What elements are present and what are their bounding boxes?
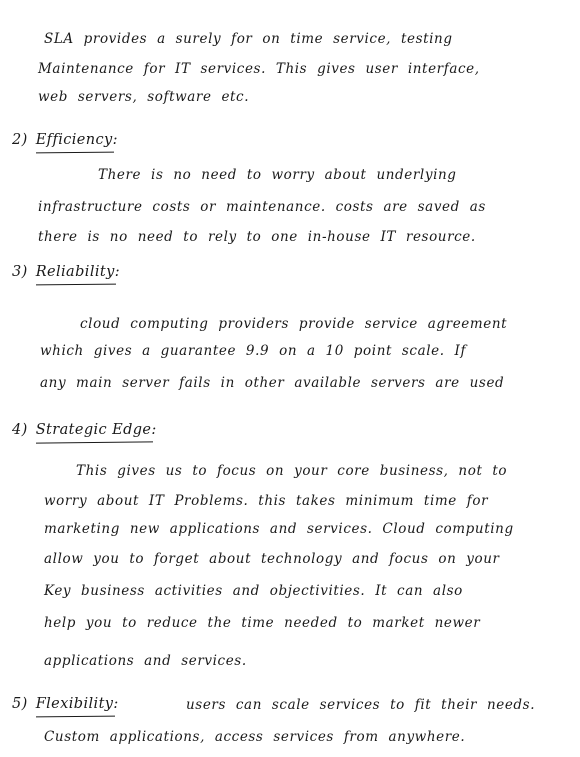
- intro-line-1: SLA provides a surely for on time service, testing: [44, 31, 453, 47]
- strategic-edge-line-6: help you to reduce the time needed to market newer: [44, 615, 481, 631]
- flexibility-line-2: Custom applications, access services from anywhere.: [44, 729, 466, 745]
- efficiency-line-2: infrastructure costs or maintenance. costs are saved as: [38, 199, 486, 215]
- strategic-edge-line-3: marketing new applications and services. Cloud computing: [44, 521, 514, 537]
- section-efficiency-heading: [12, 130, 118, 150]
- section-number: 4): [12, 422, 28, 438]
- section-title: Reliability:: [35, 264, 121, 280]
- section-number: 2): [12, 132, 28, 148]
- strategic-edge-line-1: This gives us to focus on your core business, not to: [76, 463, 508, 479]
- section-number: 3): [12, 264, 28, 280]
- section-title: Flexibility:: [35, 696, 119, 712]
- reliability-line-3: any main server fails in other available servers are used: [40, 375, 505, 391]
- flexibility-line-1: users can scale services to fit their needs.: [186, 697, 536, 713]
- efficiency-line-1: There is no need to worry about underlying: [98, 167, 457, 183]
- section-title: Efficiency:: [35, 132, 118, 148]
- section-strategic-edge-heading: [12, 420, 157, 440]
- strategic-edge-line-2: worry about IT Problems. this takes minimum time for: [44, 493, 489, 509]
- strategic-edge-line-7: applications and services.: [44, 653, 247, 669]
- section-reliability-heading: [12, 262, 120, 282]
- intro-line-2: Maintenance for IT services. This gives user interface,: [38, 61, 480, 77]
- reliability-line-1: cloud computing providers provide service agreement: [80, 316, 508, 332]
- strategic-edge-line-5: Key business activities and objectivities. It can also: [44, 583, 463, 599]
- section-title: Strategic Edge:: [35, 422, 157, 438]
- strategic-edge-line-4: allow you to forget about technology and focus on your: [44, 551, 500, 567]
- intro-line-3: web servers, software etc.: [38, 89, 250, 105]
- section-number: 5): [12, 696, 28, 712]
- efficiency-line-3: there is no need to rely to one in-house IT resource.: [38, 229, 476, 245]
- section-flexibility-heading: [12, 694, 119, 714]
- reliability-line-2: which gives a guarantee 9.9 on a 10 point scale. If: [40, 343, 467, 359]
